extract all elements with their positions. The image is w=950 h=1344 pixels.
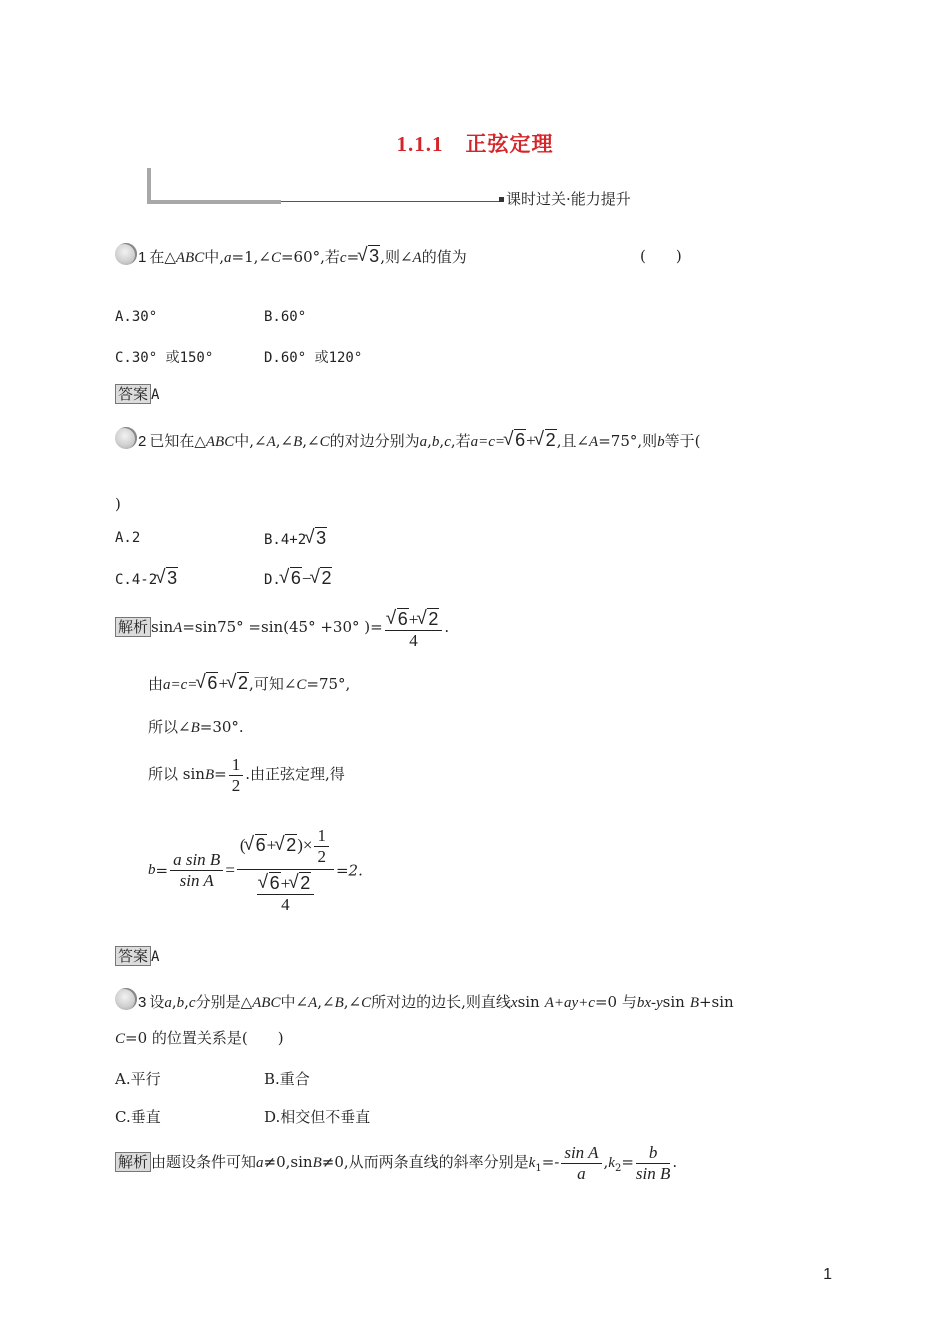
q1-stem: 1 在△ABC中,a=1,∠C=60°,若c=√ 3,则∠A的值为 xyxy=(115,243,467,267)
section-number: 1.1.1 xyxy=(396,132,444,156)
q1-option-a: A.30° xyxy=(115,309,158,325)
analysis-tag: 解析 xyxy=(115,617,151,637)
q2-analysis-line2: 由a=c=√ 6+√ 2,可知∠C=75°, xyxy=(148,673,350,694)
q3-option-c: C.垂直 xyxy=(115,1108,161,1126)
q1-option-c: C.30° 或150° xyxy=(115,350,214,366)
q3-option-b: B.重合 xyxy=(264,1070,310,1088)
analysis-tag: 解析 xyxy=(115,1152,151,1172)
section-title: 正弦定理 xyxy=(465,131,554,156)
header-caption: 课时过关·能力提升 xyxy=(506,190,631,208)
q3-analysis-line1: 解析 由题设条件可知a≠0,sinB≠0,从而两条直线的斜率分别是$k_1=-$ $\frac{\text{sin A}}{a}$ $,k_2=$ $\frac{b}{\text{sin B}}$ . xyxy=(115,1143,677,1184)
q1-answer: 答案 A xyxy=(115,384,159,404)
q1-option-d: D.60° 或120° xyxy=(264,350,363,366)
q2-analysis-line3: 所以∠B=30°. xyxy=(148,718,244,736)
q3-stem-line2: C=0 的位置关系是( ) xyxy=(115,1029,284,1047)
q2-analysis-line4: 所以 sinB= $\frac{1}{2}$ .由正弦定理,得 xyxy=(148,755,345,795)
header-rule xyxy=(281,201,499,202)
header-bracket xyxy=(147,168,281,204)
q2-answer: 答案 A xyxy=(115,946,159,966)
q3-stem-line1: 3 设a,b,c分别是△ABC中∠A,∠B,∠C所对边的边长,则直线xsin A+ay+c=0 与bx-ysin B+sin xyxy=(115,988,734,1012)
q2-analysis-formula: b= $\frac{\text{a sin B}}{\text{sin A}}$ = (√ 6+√ 2)× $\frac{1}{2}$ √ $\frac{6+√ 2}{4}$ =2. xyxy=(148,826,363,915)
sqrt-3: √ 3 xyxy=(359,246,380,267)
q2-option-b: B.4+2√ 3 xyxy=(264,528,327,549)
q2-option-d: D.√ 6−√ 2 xyxy=(264,568,332,589)
answer-tag: 答案 xyxy=(115,946,151,966)
q2-stem: 2 已知在△ABC中,∠A,∠B,∠C的对边分别为a,b,c,若a=c=√ 6+√ 2,且∠A=75°,则b等于( xyxy=(115,427,701,451)
q1-paren: ( ) xyxy=(640,247,682,265)
q3-option-a: A.平行 xyxy=(115,1070,161,1088)
q2-option-c: C.4-2√ 3 xyxy=(115,568,178,589)
q3-option-d: D.相交但不垂直 xyxy=(264,1108,371,1126)
answer-tag: 答案 xyxy=(115,384,151,404)
question-bullet-icon xyxy=(115,243,137,265)
q2-option-a: A.2 xyxy=(115,530,141,546)
header-square-icon xyxy=(499,197,504,202)
question-bullet-icon xyxy=(115,427,137,449)
q2-analysis-line1: 解析 sinA=sin75° =sin(45° +30° )= √ $\frac{6+√ 2}{4}$ . xyxy=(115,609,449,651)
page-number: 1 xyxy=(823,1266,832,1283)
page-title xyxy=(0,128,950,158)
question-bullet-icon xyxy=(115,988,137,1010)
q1-option-b: B.60° xyxy=(264,309,307,325)
q2-close-paren: ) xyxy=(115,495,121,513)
